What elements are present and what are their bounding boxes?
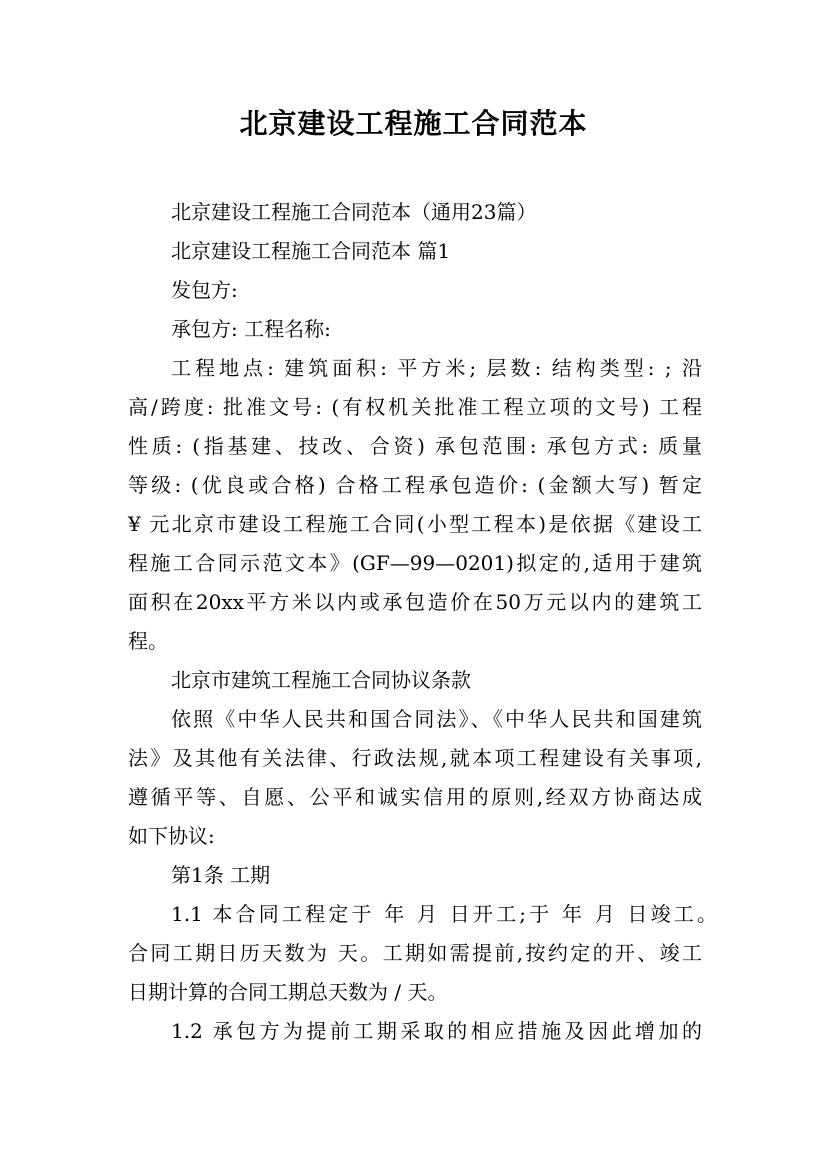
- text-line: 高/跨度: 批准文号: (有权机关批准工程立项的文号) 工程: [128, 395, 702, 419]
- text-line: 工程地点: 建筑面积: 平方米; 层数: 结构类型: ; 沿: [171, 356, 702, 380]
- document-title: 北京建设工程施工合同范本: [239, 107, 588, 140]
- text-line: 程施工合同示范文本》(GF—99—0201)拟定的,适用于建筑: [128, 551, 702, 575]
- text-line: 法》及其他有关法律、行政法规,就本项工程建设有关事项,: [128, 746, 702, 770]
- section-heading: 北京市建筑工程施工合同协议条款: [171, 668, 471, 692]
- text-line: 发包方:: [171, 278, 238, 302]
- text-line: ¥ 元北京市建设工程施工合同(小型工程本)是依据《建设工: [128, 512, 702, 536]
- text-line: 面积在20xx平方米以内或承包造价在50万元以内的建筑工: [128, 590, 702, 614]
- section-heading: 北京建设工程施工合同范本 篇1: [171, 239, 451, 263]
- text-line: 依照《中华人民共和国合同法》、《中华人民共和国建筑: [171, 707, 702, 731]
- text-line: 合同工期日历天数为 天。工期如需提前,按约定的开、竣工: [128, 941, 702, 965]
- text-line: 承包方: 工程名称:: [171, 317, 331, 341]
- text-line: 1.1 本合同工程定于 年 月 日开工;于 年 月 日竣工。: [171, 902, 717, 926]
- text-line: 遵循平等、自愿、公平和诚实信用的原则,经双方协商达成: [128, 785, 702, 809]
- text-line: 1.2 承包方为提前工期采取的相应措施及因此增加的: [171, 1019, 702, 1043]
- text-line: 等级: (优良或合格) 合格工程承包造价: (金额大写) 暂定: [128, 473, 702, 497]
- subtitle-line: 北京建设工程施工合同范本（通用23篇）: [171, 200, 537, 224]
- article-heading: 第1条 工期: [171, 863, 271, 887]
- text-line: 程。: [128, 629, 168, 653]
- text-line: 性质: (指基建、技改、合资) 承包范围: 承包方式: 质量: [128, 434, 702, 458]
- text-line: 日期计算的合同工期总天数为 / 天。: [128, 980, 448, 1004]
- text-line: 如下协议:: [128, 824, 215, 848]
